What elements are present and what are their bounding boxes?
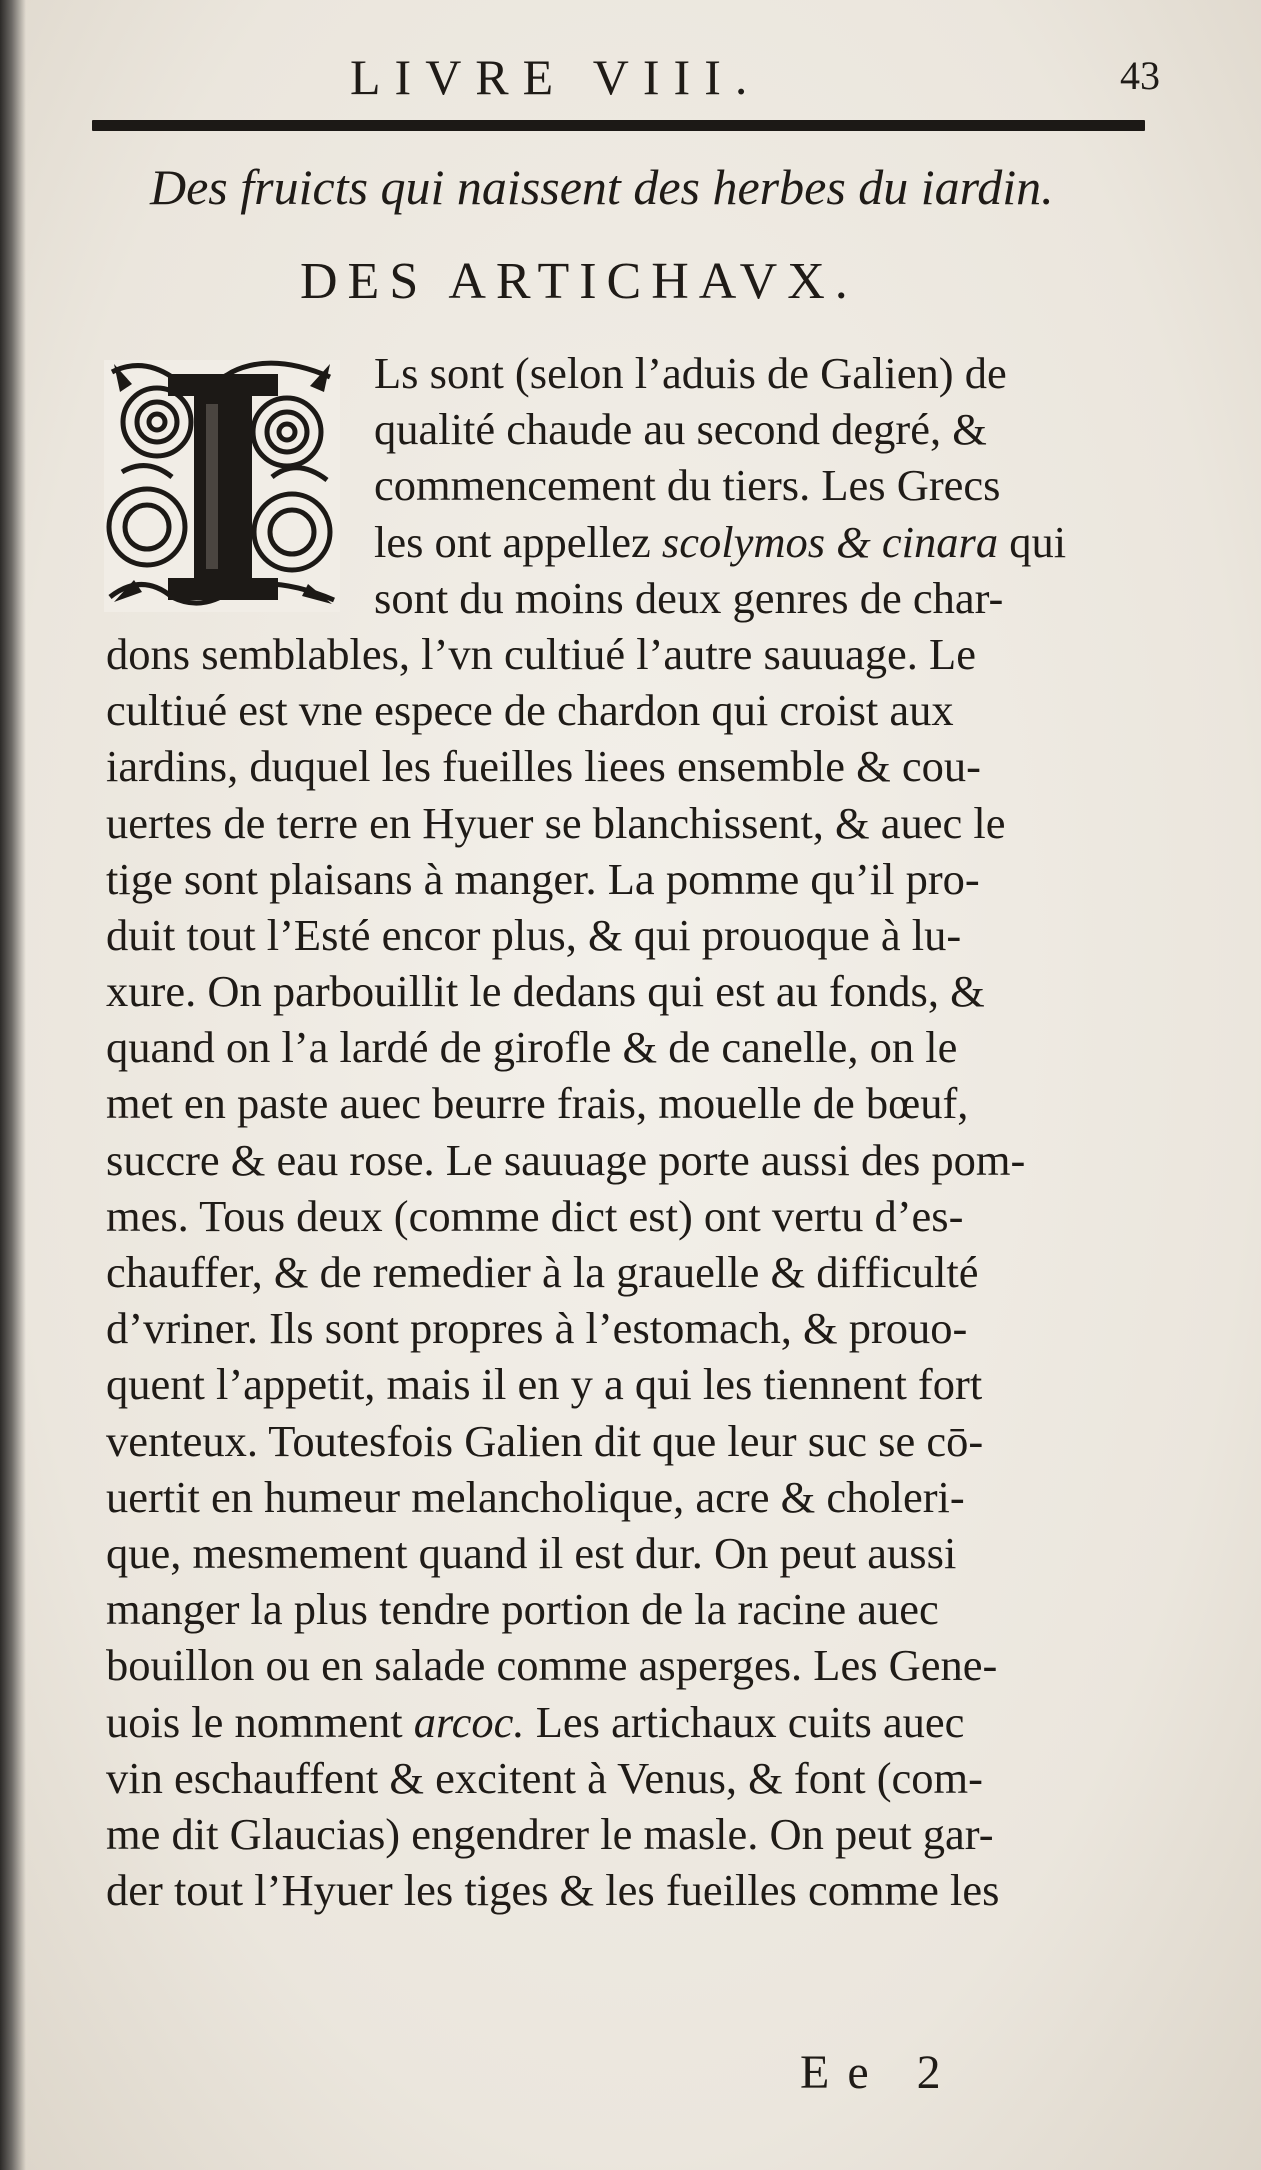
- text-run: Ls sont (selon l’aduis de Galien) de: [374, 348, 1007, 398]
- signature-mark: Ee 2: [800, 2046, 959, 2099]
- text-line: [106, 795, 1184, 851]
- text-run: sont du moins deux genres de char-: [374, 572, 1004, 623]
- text-line: [106, 738, 1184, 794]
- text-run: mes. Tous deux (comme dict est) ont vertu d’es-: [106, 1190, 964, 1241]
- text-line: [106, 570, 1184, 626]
- text-run: duit tout l’Esté encor plus, & qui prouoque à lu-: [106, 909, 962, 960]
- text-run: uois le nomment: [106, 1696, 414, 1747]
- text-line: [106, 1806, 1184, 1862]
- text-line: [106, 1862, 1184, 1918]
- text-line: [106, 1637, 1184, 1693]
- text-line: [106, 907, 1184, 963]
- section-heading: Des fruicts qui naissent des herbes du iardin.: [150, 159, 1054, 215]
- page-gutter-shadow: [0, 0, 26, 2170]
- text-line: [106, 1413, 1184, 1469]
- text-run: cultiué est vne espece de chardon qui croist aux: [106, 685, 954, 736]
- text-run: commencement du tiers. Les Grecs: [374, 460, 1001, 511]
- text-run: vin eschauffent & excitent à Venus, & font (com-: [106, 1752, 983, 1803]
- text-run: quent l’appetit, mais il en y a qui les tiennent fort: [106, 1359, 983, 1410]
- text-run: qui: [998, 516, 1067, 567]
- text-line: [106, 963, 1184, 1019]
- text-run: uertes de terre en Hyuer se blanchissent, & auec le: [106, 797, 1006, 848]
- text-line: [106, 1469, 1184, 1525]
- text-run: xure. On parbouillit le dedans qui est au fonds, &: [106, 966, 985, 1017]
- text-run: met en paste auec beurre frais, mouelle de bœuf,: [106, 1078, 969, 1129]
- body-text: [106, 345, 1184, 1918]
- text-run: venteux. Toutesfois Galien dit que leur suc se cō-: [106, 1415, 984, 1466]
- text-run: me dit Glaucias) engendrer le masle. On peut gar-: [106, 1808, 994, 1859]
- text-line: [106, 851, 1184, 907]
- text-run: qualité chaude au second degré, &: [374, 404, 987, 455]
- text-run: iardins, duquel les fueilles liees ensemble & cou-: [106, 741, 981, 792]
- text-line: [106, 1356, 1184, 1412]
- running-title: LIVRE VIII.: [350, 49, 762, 105]
- text-run: tige sont plaisans à manger. La pomme qu’il pro-: [106, 853, 980, 904]
- italic-term: arcoc.: [413, 1696, 525, 1747]
- text-run: succre & eau rose. Le sauuage porte aussi des pom-: [106, 1134, 1026, 1185]
- header-rule: [92, 120, 1145, 131]
- chapter-heading: DES ARTICHAVX.: [300, 253, 858, 310]
- text-line: [106, 1581, 1184, 1637]
- text-line: [106, 1694, 1184, 1750]
- text-run: que, mesmement quand il est dur. On peut aussi: [106, 1527, 957, 1578]
- text-line: [106, 1075, 1184, 1131]
- text-run: dons semblables, l’vn cultiué l’autre sauuage. Le: [106, 628, 976, 679]
- text-line: [106, 345, 1184, 401]
- text-run: chauffer, & de remedier à la grauelle & difficulté: [106, 1247, 979, 1297]
- text-line: [106, 1019, 1184, 1075]
- text-line: [106, 1188, 1184, 1244]
- text-run: der tout l’Hyuer les tiges & les fueilles comme les: [106, 1865, 1000, 1916]
- text-run: Les artichaux cuits auec: [524, 1696, 965, 1747]
- text-run: bouillon ou en salade comme asperges. Les Gene-: [106, 1640, 998, 1691]
- text-line: [106, 1132, 1184, 1188]
- text-run: quand on l’a lardé de girofle & de canelle, on le: [106, 1022, 958, 1073]
- text-line: [106, 514, 1184, 570]
- text-line: [106, 1300, 1184, 1356]
- text-line: [106, 682, 1184, 738]
- text-run: uertit en humeur melancholique, acre & choleri-: [106, 1471, 965, 1522]
- page-number: 43: [1120, 53, 1160, 98]
- text-line: [106, 1525, 1184, 1581]
- text-line: [106, 457, 1184, 513]
- text-line: [106, 626, 1184, 682]
- text-run: les ont appellez: [374, 516, 662, 567]
- text-line: [106, 1244, 1184, 1300]
- running-header: [90, 40, 1180, 110]
- text-run: d’vriner. Ils sont propres à l’estomach, & prouo-: [106, 1303, 968, 1354]
- text-run: manger la plus tendre portion de la racine auec: [106, 1584, 939, 1635]
- italic-term: scolymos & cinara: [661, 516, 999, 567]
- text-line: [106, 1750, 1184, 1806]
- text-line: [106, 401, 1184, 457]
